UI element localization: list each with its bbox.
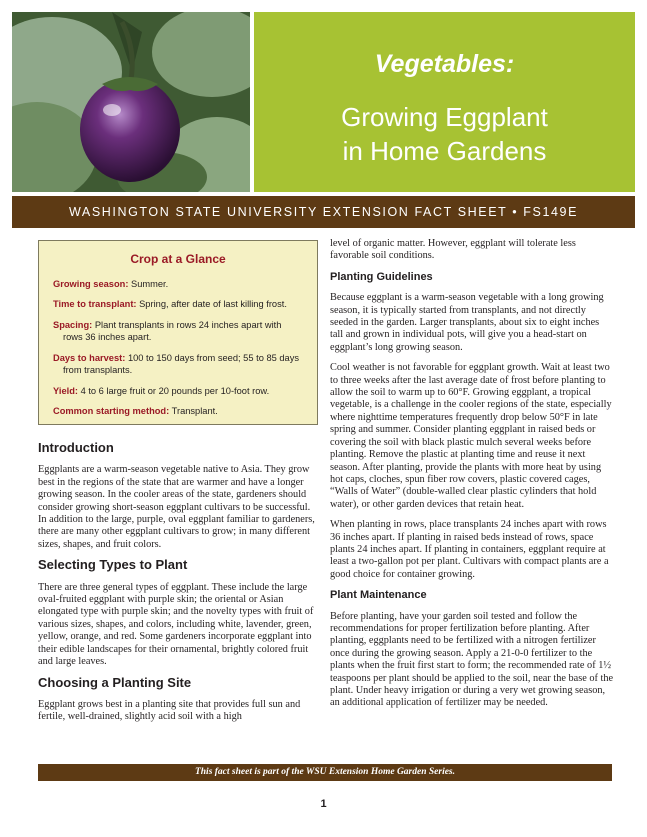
selecting-types-paragraph: There are three general types of eggplant. These include the large oval-fruited eggplant with purple skin; the oriental or Asian elongated type with purple skin; and the novelty types with fruit of various sizes, shapes, and colors, including white, lavender, green, yellow, orange, and red. Some gardeners incorporate eggplant into their edible landscapes for their ornamental, brightly colored fruit and large leaves. [38,581,314,668]
glance-value: Summer. [131,278,169,289]
planting-guidelines-heading: Planting Guidelines [330,270,433,283]
glance-label: Spacing: [53,319,93,330]
choosing-site-continued: level of organic matter. However, eggplant will tolerate less favorable soil conditions. [330,238,576,262]
page-title [254,100,635,168]
crop-at-a-glance-box [38,240,318,425]
glance-label: Time to transplant: [53,299,137,309]
eggplant-photo [12,12,250,192]
glance-item [53,352,303,377]
glance-title: Crop at a Glance [130,252,226,266]
planting-paragraph-1: Because eggplant is a warm-season vegetable with a long growing season, it is typically started from transplants, and not directly seeded in the garden. Larger transplants, about six to eight inches tall and grown in individual pots, will give you a head-start on eggplant’s long growing season. [330,292,604,353]
title-line-2: in Home Gardens [342,136,547,166]
glance-value: Plant transplants in rows 24 inches apart with rows 36 inches apart. [63,319,282,342]
glance-value: 4 to 6 large fruit or 20 pounds per 10-foot row. [80,385,270,396]
page-number: 1 [320,798,327,810]
fact-sheet-banner: WASHINGTON STATE UNIVERSITY EXTENSION FACT SHEET • FS149E [12,196,635,228]
title-line-1: Growing Eggplant [341,102,548,132]
glance-value: Spring, after date of last killing frost. [139,299,287,309]
eggplant-illustration [12,12,250,192]
planting-paragraph-3: When planting in rows, place transplants 24 inches apart with rows 36 inches apart. If planting in raised beds instead of rows, space plants 24 inches apart. If planting in containers, eggplant require at least a two-gallon pot per plant. Cultivars with compact plants are a good choice for container growing. [330,519,609,580]
title-box [254,12,635,192]
title-kicker: Vegetables: [374,50,515,78]
glance-item [53,278,303,291]
introduction-heading: Introduction [38,440,114,455]
plant-maintenance-heading: Plant Maintenance [330,589,427,602]
glance-value: 100 to 150 days from seed; 55 to 85 days from transplants. [63,352,300,375]
series-footer: This fact sheet is part of the WSU Extension Home Garden Series. [38,764,612,781]
planting-paragraph-2: Cool weather is not favorable for eggplant growth. Wait at least two to three weeks after the last average date of frost before planting to allow the soil to warm up to 60°F. Growing eggplant, a tropical vegetable, is a challenge in the cooler regions of the state, especially where nighttime temperatures frequently drop below 50°F in late spring and summer. Consider planting eggplant in raised beds or covering the soil with black plastic mulch several weeks before planting. Remove the plastic at planting time and reuse it next season. After planting, provide the plants with more heat by using hot caps, cloches, spun fiber row covers, plastic covered cages, “Walls of Water” (double-walled clear plastic cylinders that hold water), or other garden devices that retain heat. [330,362,612,510]
glance-item [53,385,303,398]
glance-label: Common starting method: [53,406,170,416]
glance-item [53,298,303,311]
right-column [330,238,614,718]
selecting-types-heading: Selecting Types to Plant [38,557,188,573]
left-column [38,442,318,732]
introduction-paragraph: Eggplants are a warm-season vegetable native to Asia. They grow best in the regions of the state that are warmer and have a longer growing season. In the cooler areas of the state, gardeners should consider growing short-season eggplant cultivars to be successful. In addition to the large, purple, oval eggplant familiar to gardeners, there are many other eggplant cultivars to grow; in many different sizes, shapes, and fruit colors. [38,464,315,550]
glance-value: Transplant. [171,406,218,416]
choosing-site-paragraph: Eggplant grows best in a planting site that provides full sun and fertile, well-drained, slightly acid soil with a high [38,698,301,723]
plant-maintenance-paragraph: Before planting, have your garden soil tested and follow the recommendations for proper fertilization before planting. After planting, eggplants need to be fertilized with a nitrogen fertilizer once during the growing season. Apply a 21-0-0 fertilizer to the plants when the fruit first start to form; the recommended rate of 1½ teaspoons per plant should be applied to the soil, near the base of the plant. Under heavy irrigation or during a very wet growing season, an additional application of fertilizer may be needed. [330,610,614,709]
glance-label: Growing season: [53,278,129,289]
glance-item [53,405,303,418]
glance-label: Days to harvest: [53,352,126,363]
glance-item [53,319,303,344]
glance-label: Yield: [53,385,78,396]
choosing-site-heading: Choosing a Planting Site [38,674,192,690]
